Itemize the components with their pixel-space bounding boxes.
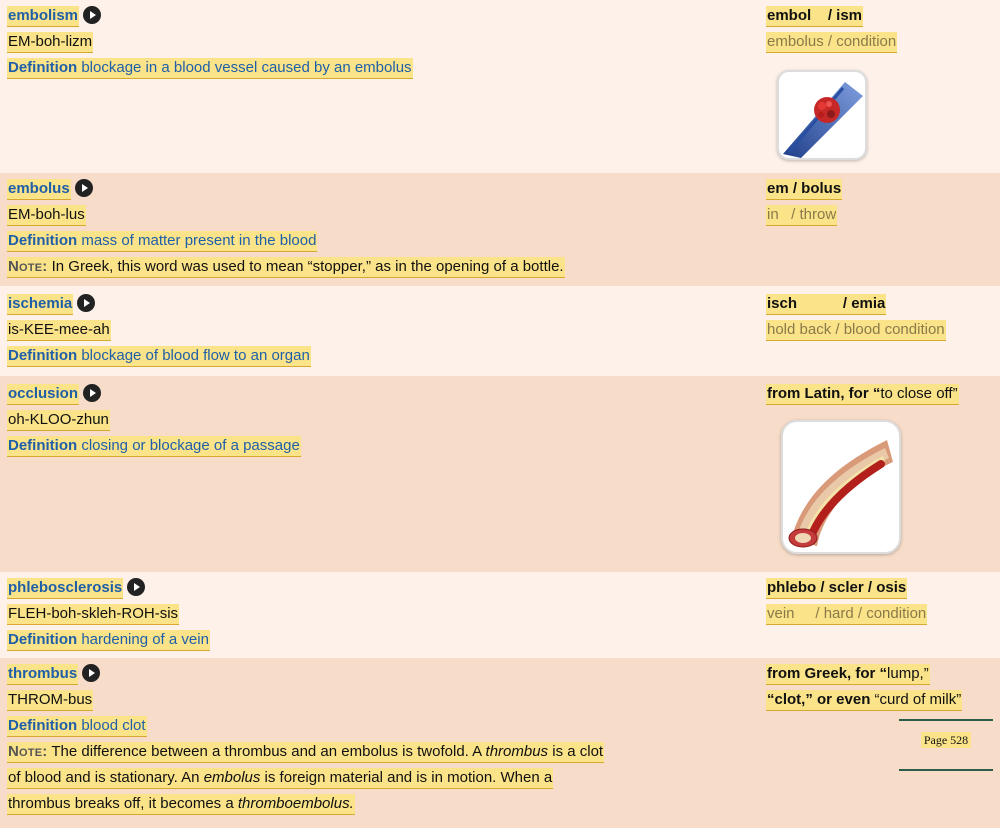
pronunciation: EM-boh-lizm (7, 32, 93, 53)
note-text: thrombus breaks off, it becomes a (8, 795, 238, 812)
play-audio-icon[interactable] (77, 294, 95, 312)
definition-label: Definition (8, 437, 78, 454)
pronunciation: THROM-bus (7, 690, 93, 711)
play-audio-icon[interactable] (75, 179, 93, 197)
note-label: Note: (8, 258, 48, 275)
term-embolism[interactable]: embolism (8, 7, 79, 24)
note-italic-term: thromboembolus. (237, 795, 354, 812)
definition-text: blockage in a blood vessel caused by an embolus (81, 59, 412, 76)
page-number-badge (899, 719, 993, 771)
origin-label: from Latin, for “ (767, 385, 881, 402)
definition-text: blockage of blood flow to an organ (81, 347, 310, 364)
note-text: is foreign material and is in motion. When a (260, 769, 553, 786)
definition-label: Definition (8, 59, 78, 76)
note-label: Note: (8, 743, 48, 760)
entry-phlebosclerosis (0, 572, 1000, 658)
note-text: is a clot (548, 743, 604, 760)
origin-label: from Greek, for “ (767, 665, 888, 682)
note-italic-term: embolus (203, 769, 261, 786)
embolism-illustration[interactable] (777, 70, 867, 160)
note-text: The difference between a thrombus and an embolus is twofold. A (51, 743, 486, 760)
play-audio-icon[interactable] (83, 384, 101, 402)
word-parts: em / bolus (766, 179, 842, 200)
play-audio-icon[interactable] (83, 6, 101, 24)
definition-label: Definition (8, 631, 78, 648)
word-part-meaning: in / throw (766, 205, 837, 226)
term-embolus[interactable]: embolus (8, 180, 70, 197)
word-part-meaning: vein / hard / condition (766, 604, 927, 625)
note-text: of blood and is stationary. An (8, 769, 204, 786)
entry-occlusion (0, 376, 1000, 572)
definition-text: hardening of a vein (81, 631, 209, 648)
term-thrombus[interactable]: thrombus (8, 665, 78, 682)
word-part-meaning: hold back / blood condition (766, 320, 946, 341)
origin-label: “clot,” or even (767, 691, 875, 708)
pronunciation: is-KEE-mee-ah (7, 320, 111, 341)
term-ischemia[interactable]: ischemia (8, 295, 73, 312)
play-audio-icon[interactable] (82, 664, 100, 682)
definition-text: mass of matter present in the blood (81, 232, 317, 249)
entry-embolus (0, 173, 1000, 286)
pronunciation: oh-KLOO-zhun (7, 410, 110, 431)
definition-label: Definition (8, 232, 78, 249)
occlusion-illustration[interactable] (781, 420, 901, 554)
term-occlusion[interactable]: occlusion (8, 385, 79, 402)
word-part-meaning: embolus / condition (766, 32, 897, 53)
pronunciation: FLEH-boh-skleh-ROH-sis (7, 604, 179, 625)
definition-text: closing or blockage of a passage (81, 437, 300, 454)
word-parts: phlebo / scler / osis (766, 578, 907, 599)
origin-text: to close off” (880, 385, 958, 402)
definition-label: Definition (8, 717, 78, 734)
play-audio-icon[interactable] (127, 578, 145, 596)
note-text: In Greek, this word was used to mean “stopper,” as in the opening of a bottle. (51, 258, 564, 275)
origin-text: lump,” (887, 665, 929, 682)
definition-label: Definition (8, 347, 78, 364)
word-parts: isch / emia (766, 294, 886, 315)
page-number: Page 528 (921, 732, 971, 748)
term-phlebosclerosis[interactable]: phlebosclerosis (8, 579, 123, 596)
entry-ischemia (0, 286, 1000, 376)
origin-text: “curd of milk” (874, 691, 962, 708)
word-parts: embol / ism (766, 6, 863, 27)
definition-text: blood clot (81, 717, 146, 734)
entry-thrombus (0, 658, 1000, 828)
entry-embolism (0, 0, 1000, 173)
note-italic-term: thrombus (485, 743, 549, 760)
pronunciation: EM-boh-lus (7, 205, 86, 226)
